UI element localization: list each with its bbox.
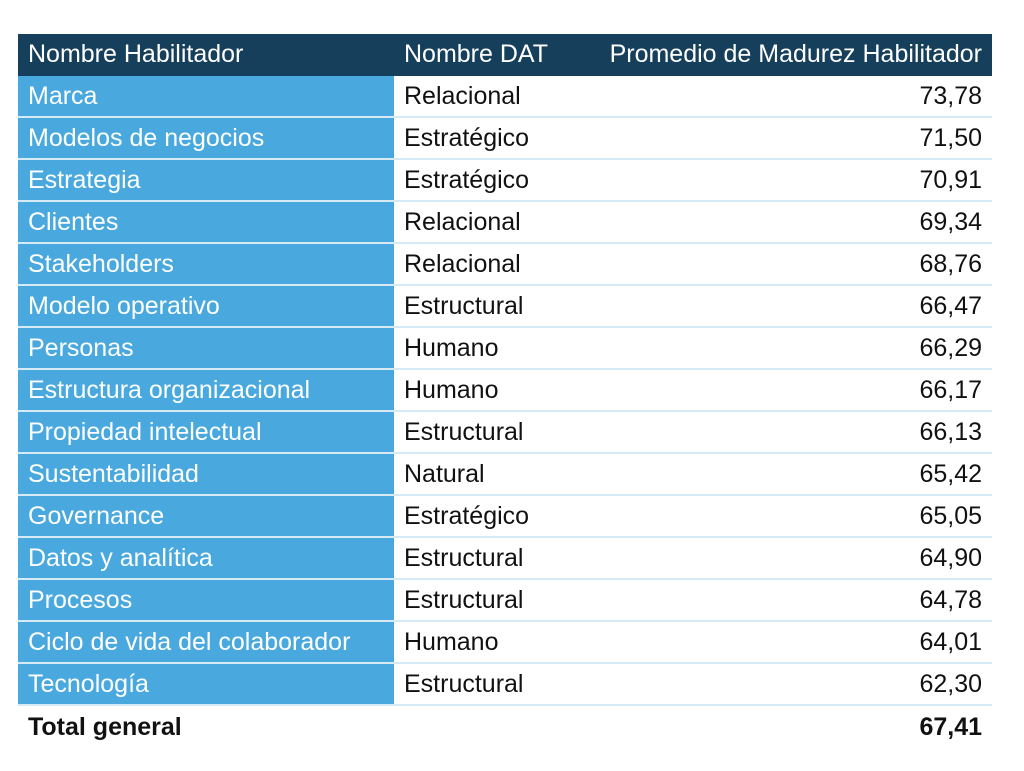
habilitador-cell: Datos y analítica — [18, 537, 394, 579]
habilitador-cell: Propiedad intelectual — [18, 411, 394, 453]
dat-cell: Humano — [394, 369, 580, 411]
table-row[interactable] — [18, 579, 992, 621]
dat-cell: Relacional — [394, 75, 580, 117]
habilitador-cell: Clientes — [18, 201, 394, 243]
table-row[interactable] — [18, 75, 992, 117]
promedio-cell: 66,13 — [580, 411, 992, 453]
promedio-cell: 64,01 — [580, 621, 992, 663]
table-row[interactable] — [18, 159, 992, 201]
dat-cell: Estructural — [394, 663, 580, 705]
total-label: Total general — [28, 712, 182, 741]
habilitador-cell: Stakeholders — [18, 243, 394, 285]
habilitador-cell: Modelo operativo — [18, 285, 394, 327]
table-row[interactable] — [18, 117, 992, 159]
habilitador-cell: Sustentabilidad — [18, 453, 394, 495]
table-row[interactable] — [18, 201, 992, 243]
promedio-cell: 66,29 — [580, 327, 992, 369]
dat-cell: Estratégico — [394, 117, 580, 159]
promedio-cell: 64,78 — [580, 579, 992, 621]
habilitador-cell: Estructura organizacional — [18, 369, 394, 411]
dat-cell: Estructural — [394, 579, 580, 621]
dat-cell: Natural — [394, 453, 580, 495]
habilitador-cell: Governance — [18, 495, 394, 537]
promedio-cell: 65,42 — [580, 453, 992, 495]
table-row[interactable] — [18, 453, 992, 495]
promedio-cell: 62,30 — [580, 663, 992, 705]
total-value: 67,41 — [919, 712, 982, 741]
total-empty-cell — [394, 705, 580, 748]
promedio-cell: 69,34 — [580, 201, 992, 243]
promedio-cell: 71,50 — [580, 117, 992, 159]
header-nombre-habilitador[interactable]: Nombre Habilitador — [18, 34, 394, 75]
table-row[interactable] — [18, 285, 992, 327]
promedio-cell: 73,78 — [580, 75, 992, 117]
table-row[interactable] — [18, 663, 992, 705]
table-row[interactable] — [18, 621, 992, 663]
header-promedio-madurez[interactable]: Promedio de Madurez Habilitador — [580, 34, 992, 75]
table-row[interactable] — [18, 243, 992, 285]
habilitador-cell: Estrategia — [18, 159, 394, 201]
promedio-cell: 68,76 — [580, 243, 992, 285]
dat-cell: Estratégico — [394, 495, 580, 537]
promedio-cell: 65,05 — [580, 495, 992, 537]
maturity-table — [18, 34, 992, 748]
dat-cell: Estratégico — [394, 159, 580, 201]
habilitador-cell: Ciclo de vida del colaborador — [18, 621, 394, 663]
table-row[interactable] — [18, 411, 992, 453]
habilitador-cell: Modelos de negocios — [18, 117, 394, 159]
table-header-row — [18, 34, 992, 75]
table-row[interactable] — [18, 369, 992, 411]
dat-cell: Humano — [394, 327, 580, 369]
table-body — [18, 75, 992, 705]
dat-cell: Humano — [394, 621, 580, 663]
table-row[interactable] — [18, 537, 992, 579]
promedio-cell: 66,17 — [580, 369, 992, 411]
dat-cell: Relacional — [394, 201, 580, 243]
promedio-cell: 70,91 — [580, 159, 992, 201]
total-row — [18, 705, 992, 748]
maturity-table-container — [18, 34, 992, 748]
header-nombre-dat[interactable]: Nombre DAT — [394, 34, 580, 75]
promedio-cell: 64,90 — [580, 537, 992, 579]
dat-cell: Estructural — [394, 411, 580, 453]
table-row[interactable] — [18, 495, 992, 537]
dat-cell: Estructural — [394, 537, 580, 579]
habilitador-cell: Tecnología — [18, 663, 394, 705]
promedio-cell: 66,47 — [580, 285, 992, 327]
habilitador-cell: Marca — [18, 75, 394, 117]
dat-cell: Estructural — [394, 285, 580, 327]
habilitador-cell: Procesos — [18, 579, 394, 621]
dat-cell: Relacional — [394, 243, 580, 285]
habilitador-cell: Personas — [18, 327, 394, 369]
table-row[interactable] — [18, 327, 992, 369]
